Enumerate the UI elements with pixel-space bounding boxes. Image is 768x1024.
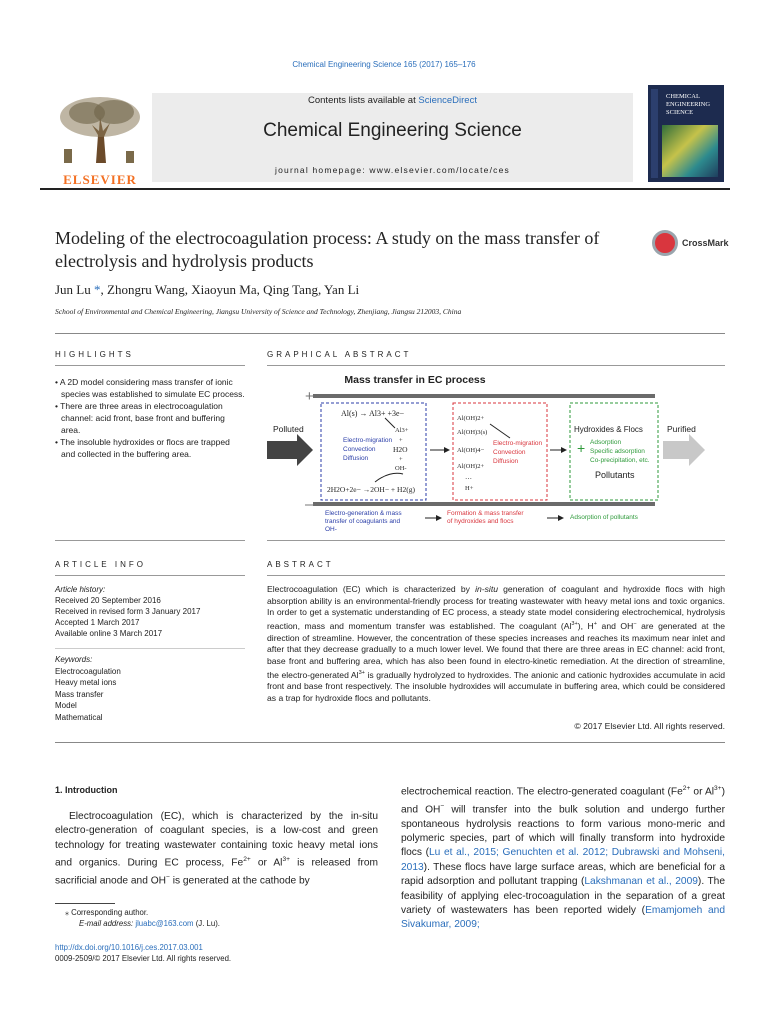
ga-plus-sign: + [305, 388, 314, 405]
citation-link[interactable]: Emamjomeh and Sivakumar, 2009; [401, 905, 726, 931]
keywords [55, 654, 235, 723]
ga-anode-plate [313, 394, 655, 398]
ga-species: + [399, 437, 403, 444]
keyword-item: Mathematical [55, 712, 103, 722]
keyword-item: Model [55, 701, 77, 710]
keyword-item: Heavy metal ions [55, 678, 117, 687]
cover-artwork [662, 125, 718, 177]
elsevier-logo[interactable] [52, 95, 148, 187]
graphical-abstract-figure[interactable] [265, 368, 705, 540]
introduction-heading: 1. Introduction [55, 785, 118, 795]
elsevier-tree-icon [52, 95, 148, 165]
body-run: is released from sacrificial anode and OH [55, 857, 379, 887]
abstract-run: ), H [577, 620, 594, 631]
body-run: ). The feasibility of applying elec-trocoagulation in the separation of a great variety of wastewaters has been reported widely ( [401, 876, 725, 917]
body-sup: 2+ [682, 785, 691, 792]
highlights-heading: HIGHLIGHTS [55, 350, 134, 359]
cover-title-line: SCIENCE [666, 109, 694, 116]
article-history [55, 584, 235, 639]
ga-species: Al(OH)4− [457, 447, 485, 454]
ga-diagram [265, 368, 705, 540]
abstract-run: and OH [597, 620, 634, 631]
ga-process: Diffusion [493, 458, 519, 465]
graphical-abstract-heading: GRAPHICAL ABSTRACT [267, 350, 412, 359]
citation-link[interactable]: Lu et al., 2015; Genuchten et al. 2012; Dubrawski and Mohseni, 2013 [401, 847, 725, 873]
ga-arrow [490, 424, 510, 438]
elsevier-wordmark: ELSEVIER [63, 172, 137, 187]
body-run: ) and OH [401, 786, 725, 816]
body-sup: 2+ [243, 856, 251, 864]
email-link[interactable]: jluabc@163.com [135, 919, 194, 928]
ga-plus-sign: + [577, 440, 586, 456]
ga-species: H2O [393, 445, 408, 454]
highlights-bottom-rule [55, 540, 245, 541]
affiliation: School of Environmental and Chemical Engineering, Jiangsu University of Science and Technology, Zhenjiang, Jiangsu 212003, China [55, 307, 462, 316]
email-label: E-mail address: [79, 919, 136, 928]
abstract-run: Electrocoagulation (EC) which is characterized by [267, 584, 476, 594]
article-title: Modeling of the electrocoagulation process: A study on the mass transfer of electrolysis and hydrolysis products [55, 228, 600, 271]
ga-polluted-label: Polluted [273, 424, 304, 434]
ga-hydroxides-flocs: Hydroxides & Flocs [574, 425, 643, 434]
crossmark-label: CrossMark [682, 238, 729, 248]
abstract-sup: + [593, 621, 598, 628]
ga-process: Electro-migration [493, 440, 543, 447]
body-run: ). These flocs have large surface areas, which are beneficial for a rapid adsorption and pollutant trapping ( [401, 861, 725, 888]
abstract-run: in-situ [475, 584, 498, 594]
ga-legend-3: Adsorption of pollutants [570, 514, 638, 521]
corresponding-author-mark[interactable]: * [94, 282, 101, 297]
body-run: will transfer into the bulk solution and undergo further spontaneous hydrolysis reactions to form various mono-meric and polymeric species, part of which will finally transform into hydroxide flocs ( [401, 804, 725, 859]
journal-citation[interactable]: Chemical Engineering Science 165 (2017) 165–176 [292, 60, 476, 69]
ga-arrow [375, 473, 403, 482]
ga-pollutants-label: Pollutants [595, 470, 635, 480]
doi-link[interactable]: http://dx.doi.org/10.1016/j.ces.2017.03.001 [55, 943, 203, 952]
ga-species: OH- [395, 465, 407, 472]
contents-line [152, 95, 633, 106]
cover-strip [651, 89, 658, 178]
abstract-sup: − [633, 621, 637, 628]
ga-species: H+ [465, 485, 474, 492]
ga-species: Al(OH)3(s) [457, 429, 488, 436]
body-sup: − [440, 802, 445, 810]
body-run: is generated at the cathode by [169, 875, 310, 887]
ga-arrow [385, 418, 395, 428]
ga-cathode-plate [313, 502, 655, 506]
ga-minus-sign: – [305, 496, 314, 513]
section-divider [55, 333, 725, 334]
history-item: Available online 3 March 2017 [55, 629, 163, 638]
corresponding-author-note: ⁎ Corresponding author. [65, 908, 149, 917]
body-divider [55, 742, 725, 743]
abstract-heading: ABSTRACT [267, 560, 334, 569]
footnote-rule [55, 903, 115, 904]
highlight-item: • A 2D model considering mass transfer of ionic species was established to simulate EC process. [55, 377, 245, 399]
body-run: electrochemical reaction. The electro-generated coagulant (Fe [401, 786, 683, 798]
cover-title [666, 93, 710, 117]
journal-cover-image[interactable] [648, 85, 724, 182]
ga-inflow-arrow [267, 434, 313, 466]
ga-species: … [465, 473, 472, 481]
ga-adsorption-item: Co-precipitation, etc. [590, 457, 650, 464]
ga-process: Convection [493, 449, 526, 456]
body-sup: 3+ [282, 856, 291, 864]
citation-link[interactable]: Lakshmanan et al., 2009 [584, 876, 698, 888]
ga-adsorption-item: Specific adsorption [590, 448, 645, 455]
abstract-run: generation of coagulant and hydroxide flocs with high absorption ability is an environmental-friendly process for treating wastewater with heavy metal ions and toxic organics. In order to get a systematic understanding of EC process, a steady state model considering electrochemical, hydrolysis reaction, mass and momentum transfer was established. The coagulant (Al [267, 584, 725, 631]
issn-line: 0009-2509/© 2017 Elsevier Ltd. All rights reserved. [55, 954, 232, 963]
body-column-right [401, 782, 725, 933]
ga-process: Electro-migration [343, 437, 393, 444]
abstract-rule [267, 575, 725, 576]
ga-adsorption-item: Adsorption [590, 439, 622, 446]
page-footer [55, 942, 231, 964]
article-info-heading: ARTICLE INFO [55, 560, 146, 569]
graphical-abstract-bottom-rule [267, 540, 725, 541]
author-lead[interactable]: Jun Lu [55, 282, 91, 297]
ga-legend-2: Formation & mass transfer of hydroxides and flocs [447, 510, 524, 525]
author-list [55, 282, 359, 298]
abstract-copyright: © 2017 Elsevier Ltd. All rights reserved. [574, 721, 725, 731]
keywords-label: Keywords: [55, 655, 93, 664]
sciencedirect-link[interactable]: ScienceDirect [418, 95, 477, 106]
journal-homepage-link[interactable]: journal homepage: www.elsevier.com/locate/ces [275, 165, 510, 175]
abstract-sup: 3+ [571, 621, 578, 628]
crossmark-button[interactable] [652, 230, 727, 258]
body-sup: − [166, 874, 170, 882]
ga-anode-reaction: Al(s) → Al3+ +3e− [341, 409, 405, 418]
abstract-sup: 3+ [358, 669, 365, 676]
header-divider [40, 188, 730, 190]
ga-species: Al3+ [395, 427, 409, 434]
email-line [55, 918, 220, 929]
ga-species: Al(OH)2+ [457, 463, 485, 470]
abstract-run: is gradually hydrolyzed to hydroxides. The anionic and cationic hydroxides accumulate in acid front and base front respectively. The insoluble hydroxides will accumulate in buffering area, which could be considered as a trap for hydroxide flocs and pollutants. [267, 669, 726, 704]
body-run: or Al [250, 857, 283, 869]
ga-species: + [399, 456, 403, 463]
ga-legend-1: Electro-generation & mass transfer of coagulants and OH- [325, 510, 402, 533]
cover-title-line: ENGINEERING [666, 101, 711, 108]
highlights-list [55, 376, 245, 460]
highlights-rule [55, 365, 245, 366]
journal-title: Chemical Engineering Science [263, 120, 522, 141]
ga-process: Convection [343, 446, 376, 453]
article-history-label: Article history: [55, 585, 106, 594]
history-item: Accepted 1 March 2017 [55, 618, 140, 627]
article-info-rule [55, 575, 245, 576]
ga-species: Al(OH)2+ [457, 415, 485, 422]
body-column-left [55, 810, 378, 889]
ga-process: Diffusion [343, 455, 369, 462]
keyword-item: Electrocoagulation [55, 666, 121, 676]
ga-purified-label: Purified [667, 424, 696, 434]
graphical-abstract-rule [267, 365, 725, 366]
body-sup: 3+ [714, 785, 722, 792]
author-rest: , Zhongru Wang, Xiaoyun Ma, Qing Tang, Yan Li [100, 282, 360, 297]
body-run: Electrocoagulation (EC), which is characterized by the in-situ electro-generation of coagulant species, is a low-cost and green technology for treating wastewater containing toxic heavy metal ions and organics. During EC process, Fe [55, 811, 378, 869]
history-item: Received in revised form 3 January 2017 [55, 607, 201, 616]
history-item: Received 20 September 2016 [55, 596, 161, 605]
keywords-rule [55, 648, 245, 649]
crossmark-icon [652, 230, 678, 256]
highlight-item: • There are three areas in electrocoagulation channel: acid front, base front and buffering area. [55, 401, 225, 435]
email-suffix: (J. Lu). [193, 919, 220, 928]
body-run: or Al [690, 786, 715, 798]
abstract-run: are generated at the direction of streamline. However, the concentration of these species increases and reaches its maximum near inlet and after that they decrease gradually to a much lower level. We found that there are three areas in EC channel: acid front, base front and buffering area, which has also been found in electro-kinetic remediation. At the direction of streamline, the electro-generated Al [267, 620, 725, 680]
ga-title: Mass transfer in EC process [344, 374, 486, 386]
keyword-item: Mass transfer [55, 689, 104, 699]
ga-outflow-arrow [663, 434, 705, 466]
cover-title-line: CHEMICAL [666, 93, 700, 100]
abstract-text [267, 584, 725, 705]
ga-cathode-reaction: 2H2O+2e− →2OH− + H2(g) [327, 485, 415, 494]
contents-prefix: Contents lists available at [308, 95, 419, 106]
footnote [55, 907, 220, 929]
highlight-item: • The insoluble hydroxides or flocs are trapped and collected in the buffering area. [55, 437, 230, 459]
